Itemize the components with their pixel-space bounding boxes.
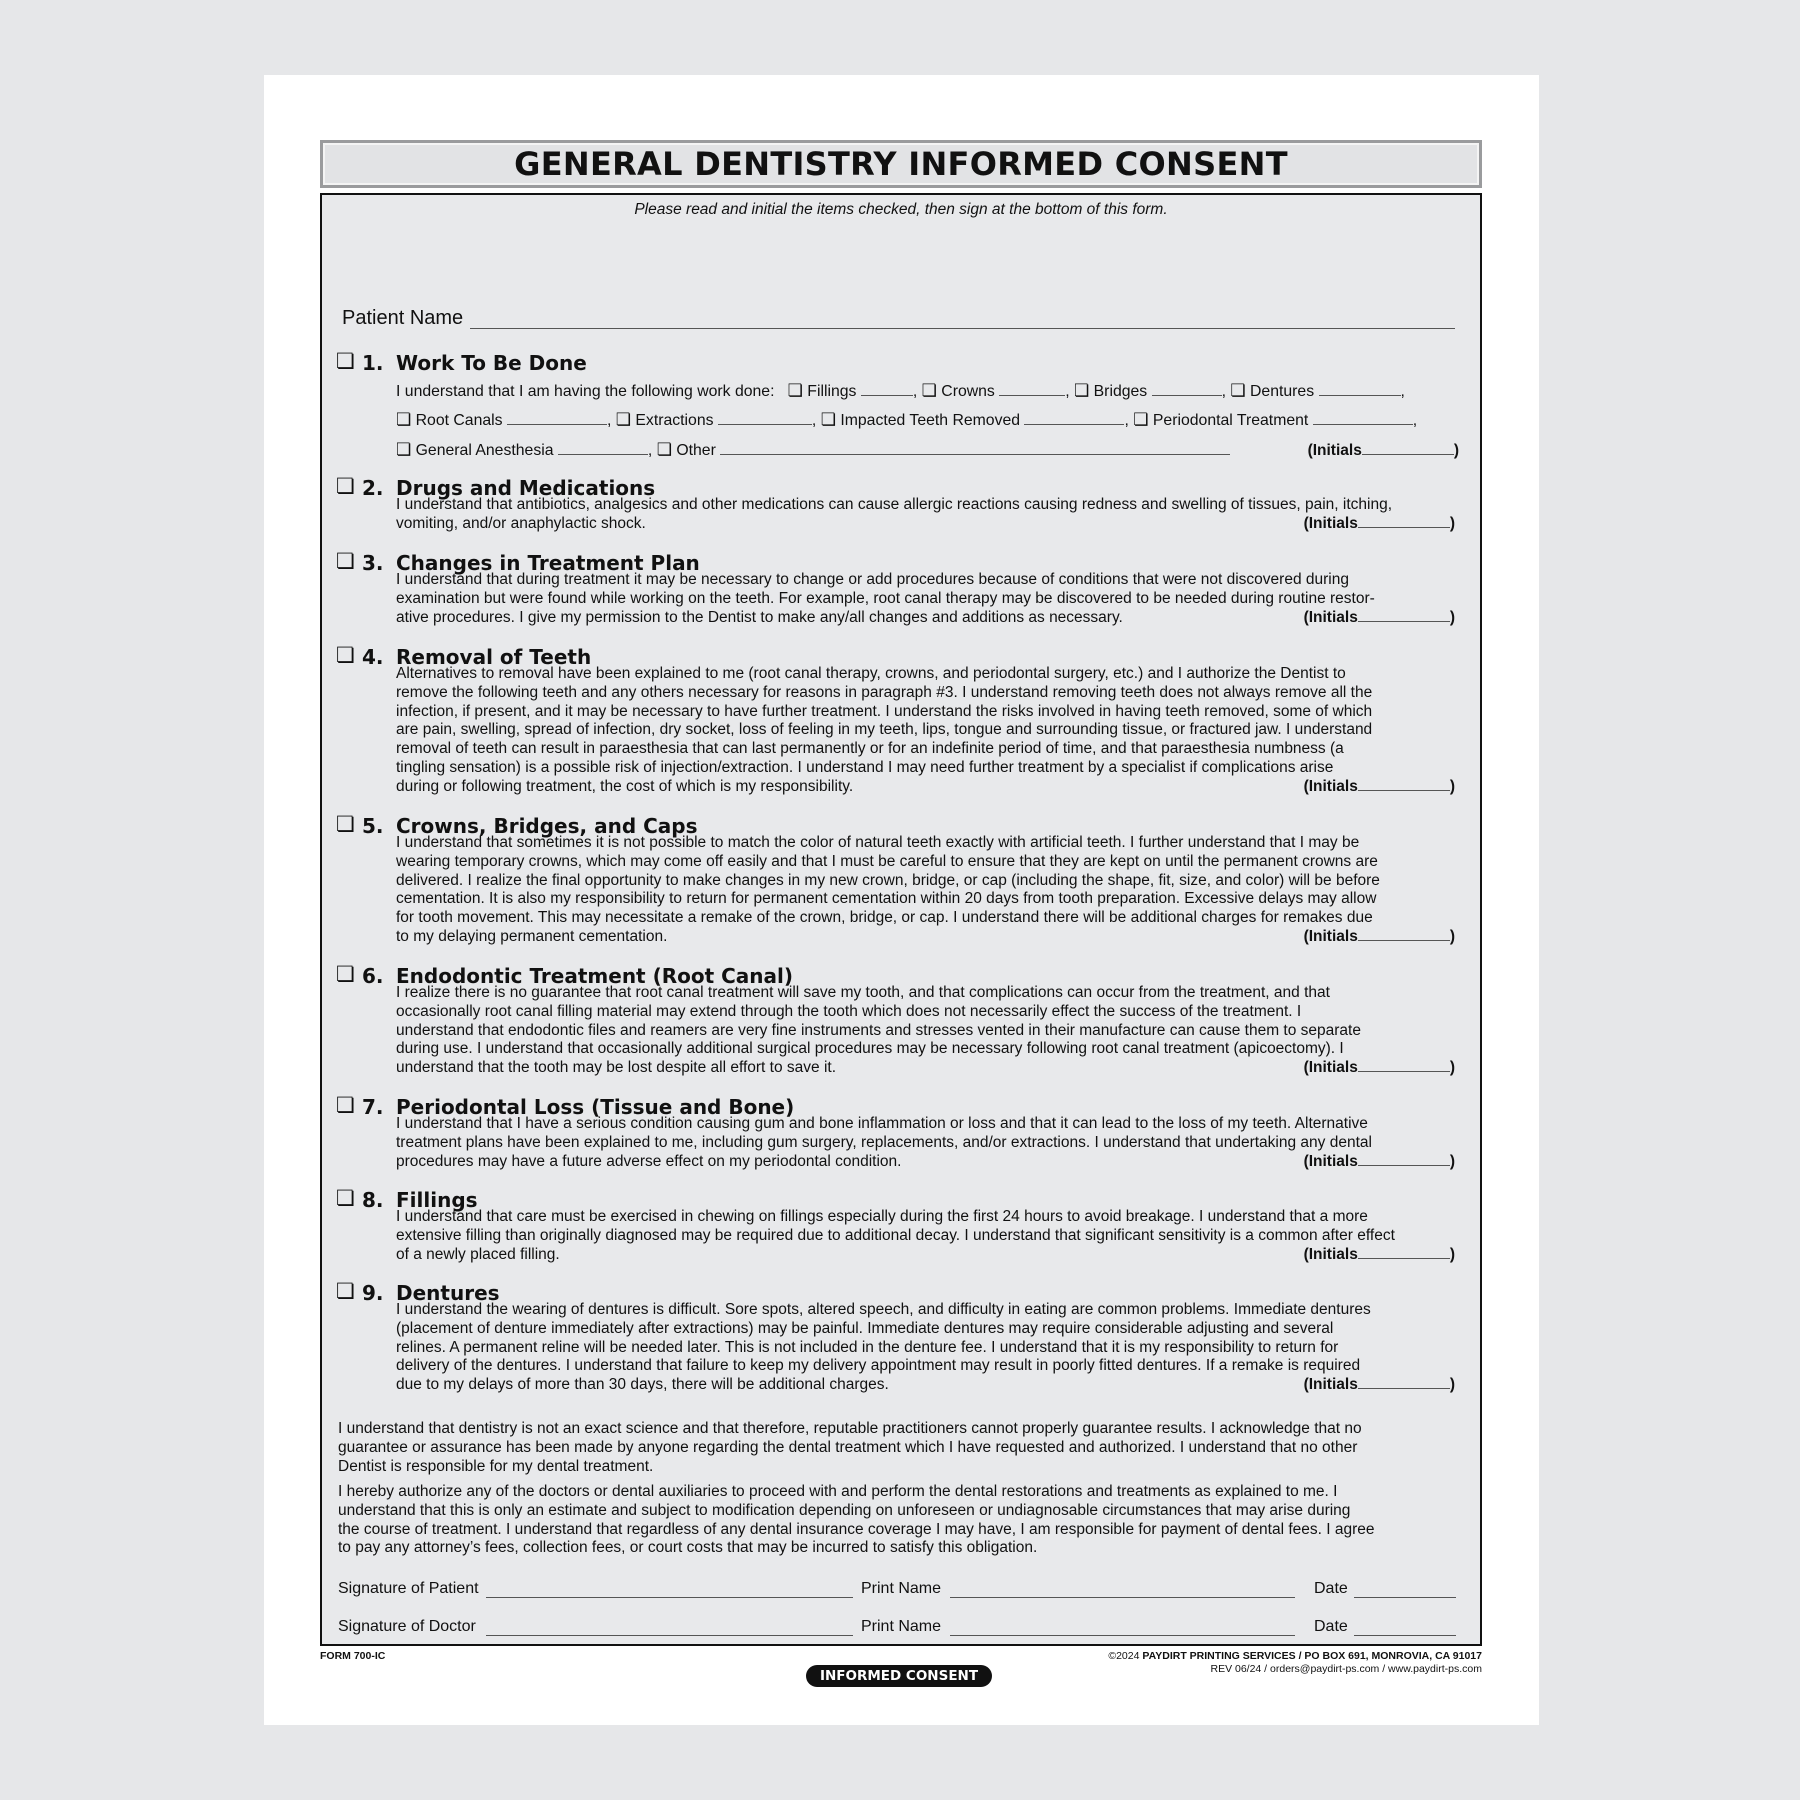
section-number: 1.	[362, 351, 384, 375]
section-endodontic-treatment	[336, 964, 1466, 1078]
checkbox-icon[interactable]: ❏	[1230, 381, 1246, 401]
work-item-other: Other	[676, 442, 716, 459]
print-name-label: Print Name	[861, 1580, 942, 1597]
dentures-blank[interactable]	[1319, 383, 1401, 396]
form-number: FORM 700-IC	[320, 1650, 386, 1662]
copyright: ©2024	[1108, 1650, 1140, 1662]
checkbox-icon[interactable]: ❏	[396, 410, 412, 430]
form-body	[320, 193, 1482, 1646]
section-number: 5.	[362, 814, 384, 838]
section-number: 6.	[362, 964, 384, 988]
checkbox-icon[interactable]: ❏	[336, 962, 355, 986]
work-item-impacted-teeth: Impacted Teeth Removed	[840, 412, 1021, 429]
informed-consent-badge: INFORMED CONSENT	[806, 1665, 992, 1687]
section-text: I realize there is no guarantee that root canal treatment will save my tooth, and that complications can occur from the treatment, and that occasionally root canal filling material may extend through the tooth which does not necessarily effect the success of the treatment. I understand that endodontic files and reamers are very fine instruments and stresses vented in their manufacture can cause them to separate during use. I understand that occasionally additional surgical procedures may be necessary following root canal treatment (apicoectomy). I understand that the tooth may be lost despite all effort to save it. (Initials )	[396, 984, 1455, 1077]
footer-publisher	[1108, 1650, 1482, 1676]
doctor-print-name-field[interactable]	[950, 1635, 1295, 1636]
initials-field[interactable]: (Initials )	[1303, 1059, 1455, 1077]
section-number: 3.	[362, 551, 384, 575]
doctor-signature-field[interactable]	[486, 1635, 853, 1636]
company-address: PAYDIRT PRINTING SERVICES / PO BOX 691, MONROVIA, CA 91017	[1142, 1650, 1482, 1662]
section-fillings	[336, 1188, 1466, 1264]
initials-field[interactable]: (Initials )	[1303, 927, 1455, 945]
work-item-crowns: Crowns	[941, 383, 995, 400]
section-periodontal-loss	[336, 1095, 1466, 1171]
initials-field[interactable]: (Initials )	[1303, 777, 1455, 795]
section-number: 9.	[362, 1281, 384, 1305]
date-label: Date	[1314, 1618, 1348, 1635]
checkbox-icon[interactable]: ❏	[336, 1186, 355, 1210]
section-removal-of-teeth	[336, 645, 1466, 797]
patient-signature-row	[338, 1580, 1450, 1602]
checkbox-icon[interactable]: ❏	[615, 410, 631, 430]
extractions-blank[interactable]	[718, 412, 812, 425]
section-changes-treatment-plan	[336, 551, 1466, 627]
work-item-bridges: Bridges	[1093, 383, 1148, 400]
checkbox-icon[interactable]: ❏	[336, 643, 355, 667]
section-title: Periodontal Loss (Tissue and Bone)	[396, 1095, 795, 1119]
section-text: I understand that care must be exercised in chewing on fillings especially during the first 24 hours to avoid breakage. I understand that a more extensive filling than originally diagnosed may be required due to additional decay. I understand that significant sensitivity is a common after effect of a newly placed filling. (Initials )	[396, 1208, 1455, 1263]
checkbox-icon[interactable]: ❏	[820, 410, 836, 430]
closing-paragraph-1: I understand that dentistry is not an exact science and that therefore, reputable practitioners cannot properly guarantee results. I acknowledge that no guarantee or assurance has been made by anyone regarding the dental treatment which I have requested and authorized. I understand that no other Dentist is responsible for my dental treatment.	[338, 1420, 1362, 1475]
patient-signature-field[interactable]	[486, 1597, 853, 1598]
checkbox-icon[interactable]: ❏	[336, 812, 355, 836]
section-work-to-be-done	[336, 349, 1466, 460]
work-item-general-anesthesia: General Anesthesia	[415, 442, 554, 459]
work-row-3: ❏ General Anesthesia , ❏ Other	[396, 440, 1230, 460]
bridges-blank[interactable]	[1152, 383, 1222, 396]
work-item-root-canals: Root Canals	[415, 412, 503, 429]
work-item-dentures: Dentures	[1250, 383, 1315, 400]
initials-field[interactable]: (Initials )	[1303, 1245, 1455, 1263]
section-title: Work To Be Done	[396, 351, 587, 375]
section-title: Crowns, Bridges, and Caps	[396, 814, 698, 838]
patient-signature-label: Signature of Patient	[338, 1580, 479, 1597]
instructions: Please read and initial the items checked, then sign at the bottom of this form.	[634, 201, 1168, 218]
checkbox-icon[interactable]: ❏	[336, 1279, 355, 1303]
checkbox-icon[interactable]: ❏	[787, 381, 803, 401]
initials-field[interactable]: (Initials )	[1303, 514, 1455, 532]
print-name-label: Print Name	[861, 1618, 942, 1635]
checkbox-icon[interactable]: ❏	[336, 474, 355, 498]
patient-date-field[interactable]	[1354, 1597, 1456, 1598]
patient-name-label: Patient Name	[342, 307, 464, 329]
anesthesia-blank[interactable]	[558, 442, 648, 455]
section-title: Drugs and Medications	[396, 476, 656, 500]
initials-field[interactable]: (Initials )	[1307, 442, 1459, 459]
work-item-extractions: Extractions	[635, 412, 714, 429]
initials-field[interactable]: (Initials )	[1303, 608, 1455, 626]
section-number: 7.	[362, 1095, 384, 1119]
date-label: Date	[1314, 1580, 1348, 1597]
section-title: Fillings	[396, 1188, 478, 1212]
section-text: I understand that sometimes it is not possible to match the color of natural teeth exactly with artificial teeth. I further understand that I may be wearing temporary crowns, which may come off easily and that I must be careful to ensure that they are kept on until the permanent crowns are delivered. I realize the final opportunity to make changes in my new crown, bridge, or cap (including the shape, fit, size, and color) will be before cementation. It is also my responsibility to return for permanent cementation within 20 days from tooth preparation. Excessive delays may allow for tooth movement. This may necessitate a remake of the crown, bridge, or cap. I understand there will be additional charges for remakes due to my delaying permanent cementation. (Initials )	[396, 834, 1455, 945]
impacted-teeth-blank[interactable]	[1024, 412, 1124, 425]
section-title: Removal of Teeth	[396, 645, 592, 669]
root-canals-blank[interactable]	[507, 412, 607, 425]
periodontal-blank[interactable]	[1313, 412, 1413, 425]
section-title: Endodontic Treatment (Root Canal)	[396, 964, 794, 988]
section-number: 2.	[362, 476, 384, 500]
section-text: I understand that antibiotics, analgesics and other medications can cause allergic reactions causing redness and swelling of tissues, pain, itching, vomiting, and/or anaphylactic shock. (Initials )	[396, 496, 1455, 532]
checkbox-icon[interactable]: ❏	[1133, 410, 1149, 430]
initials-field[interactable]: (Initials )	[1303, 1152, 1455, 1170]
checkbox-icon[interactable]: ❏	[336, 349, 355, 373]
checkbox-icon[interactable]: ❏	[336, 1093, 355, 1117]
checkbox-icon[interactable]: ❏	[921, 381, 937, 401]
work-intro: I understand that I am having the following work done:	[396, 383, 775, 400]
checkbox-icon[interactable]: ❏	[396, 440, 412, 460]
form-title-bar	[320, 140, 1482, 188]
checkbox-icon[interactable]: ❏	[656, 440, 672, 460]
closing-paragraph-2: I hereby authorize any of the doctors or dental auxiliaries to proceed with and perform the dental restorations and treatments as explained to me. I understand that this is only an estimate and subject to modification depending on unforeseen or undiagnosable circumstances that may arise during the course of treatment. I understand that regardless of any dental insurance coverage I may have, I am responsible for payment of dental fees. I agree to pay any attorney’s fees, collection fees, or court costs that may be incurred to satisfy this obligation.	[338, 1483, 1375, 1557]
other-blank[interactable]	[720, 442, 1230, 455]
work-row-2: ❏ Root Canals , ❏ Extractions , ❏ Impacted Teeth Removed , ❏ Periodontal Treatment ,	[396, 410, 1418, 430]
work-item-periodontal: Periodontal Treatment	[1152, 412, 1309, 429]
checkbox-icon[interactable]: ❏	[336, 549, 355, 573]
initials-field[interactable]: (Initials )	[1303, 1376, 1455, 1394]
work-row-1: I understand that I am having the following work done: ❏ Fillings , ❏ Crowns , ❏ Bridges , ❏ Dentures ,	[396, 381, 1405, 401]
work-item-fillings: Fillings	[807, 383, 857, 400]
section-text: I understand the wearing of dentures is difficult. Sore spots, altered speech, and difficulty in eating are common problems. Immediate dentures (placement of denture immediately after extractions) may be painful. Immediate dentures may require considerable adjusting and several relines. A permanent reline will be needed later. This is not included in the denture fee. I understand that it is my responsibility to return for delivery of the dentures. I understand that failure to keep my delivery appointment may result in poorly fitted dentures. If a remake is required due to my delays of more than 30 days, there will be additional charges. (Initials )	[396, 1301, 1455, 1394]
crowns-blank[interactable]	[999, 383, 1065, 396]
section-drugs-medications	[336, 476, 1466, 534]
doctor-signature-label: Signature of Doctor	[338, 1618, 476, 1635]
section-number: 4.	[362, 645, 384, 669]
doctor-signature-row	[338, 1618, 1450, 1640]
section-title: Dentures	[396, 1281, 500, 1305]
section-dentures	[336, 1281, 1466, 1395]
patient-name-field[interactable]	[470, 328, 1455, 329]
patient-print-name-field[interactable]	[950, 1597, 1295, 1598]
section-crowns-bridges-caps	[336, 814, 1466, 947]
section-text: I understand that I have a serious condition causing gum and bone inflammation or loss and that it can lead to the loss of my teeth. Alternative treatment plans have been explained to me, including gum surgery, replacements, and/or extractions. I understand that undertaking any dental procedures may have a future adverse effect on my periodontal condition. (Initials )	[396, 1115, 1455, 1170]
section-text: Alternatives to removal have been explained to me (root canal therapy, crowns, and periodontal surgery, etc.) and I authorize the Dentist to remove the following teeth and any others necessary for reasons in paragraph #3. I understand removing teeth does not always remove all the infection, if present, and it may be necessary to have further treatment. I understand the risks involved in having teeth removed, some of which are pain, swelling, spread of infection, dry socket, loss of feeling in my teeth, lips, tongue and surrounding tissue, or fractured jaw. I understand removal of teeth can result in paraesthesia that can last permanently or for an indefinite period of time, and that paraesthesia numbness (a tingling sensation) is a possible risk of injection/extraction. I understand I may need further treatment by a specialist if complications arise during or following treatment, the cost of which is my responsibility. (Initials )	[396, 665, 1455, 795]
checkbox-icon[interactable]: ❏	[1074, 381, 1090, 401]
fillings-blank[interactable]	[861, 383, 913, 396]
doctor-date-field[interactable]	[1354, 1635, 1456, 1636]
section-text: I understand that during treatment it may be necessary to change or add procedures because of conditions that were not discovered during examination but were found while working on the teeth. For example, root canal therapy may be discovered to be needed during routine restor- ative procedures. I give my permission to the Dentist to make any/all changes and additions as necessary. (Initials )	[396, 571, 1455, 626]
section-number: 8.	[362, 1188, 384, 1212]
revision-line: REV 06/24 / orders@paydirt-ps.com / www.paydirt-ps.com	[1210, 1663, 1482, 1675]
form-title: GENERAL DENTISTRY INFORMED CONSENT	[514, 145, 1288, 183]
section-title: Changes in Treatment Plan	[396, 551, 700, 575]
